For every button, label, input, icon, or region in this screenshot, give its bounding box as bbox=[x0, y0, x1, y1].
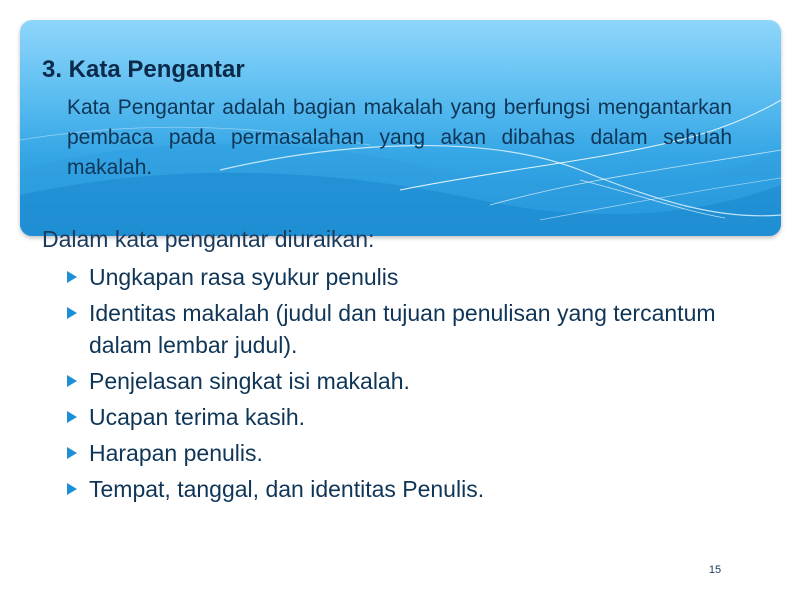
list-intro: Dalam kata pengantar diuraikan: bbox=[42, 226, 375, 252]
list-item-text: Ucapan terima kasih. bbox=[89, 404, 306, 430]
list-item bbox=[66, 261, 726, 293]
triangle-bullet-icon bbox=[67, 411, 77, 423]
intro-paragraph: Kata Pengantar adalah bagian makalah yang berfungsi mengantarkan pembaca pada permasalahan yang akan dibahas dalam sebuah makalah. bbox=[67, 96, 732, 179]
triangle-bullet-icon bbox=[67, 307, 77, 319]
triangle-bullet-icon bbox=[67, 447, 77, 459]
list-item bbox=[66, 365, 726, 397]
triangle-bullet-icon bbox=[67, 483, 77, 495]
list-item-text: Ungkapan rasa syukur penulis bbox=[89, 264, 399, 290]
list-item-text: Penjelasan singkat isi makalah. bbox=[89, 368, 410, 394]
list-item bbox=[66, 437, 726, 469]
list-item-text: Tempat, tanggal, dan identitas Penulis. bbox=[89, 476, 485, 502]
bullet-list bbox=[66, 261, 726, 509]
slide-heading: 3. Kata Pengantar bbox=[42, 56, 245, 83]
triangle-bullet-icon bbox=[67, 271, 77, 283]
list-item bbox=[66, 401, 726, 433]
triangle-bullet-icon bbox=[67, 375, 77, 387]
page-number: 15 bbox=[708, 564, 722, 576]
list-item-text: Identitas makalah (judul dan tujuan penulisan yang tercantum dalam lembar judul). bbox=[89, 300, 716, 358]
list-item-text: Harapan penulis. bbox=[89, 440, 263, 466]
list-item bbox=[66, 473, 726, 505]
list-item bbox=[66, 297, 726, 361]
